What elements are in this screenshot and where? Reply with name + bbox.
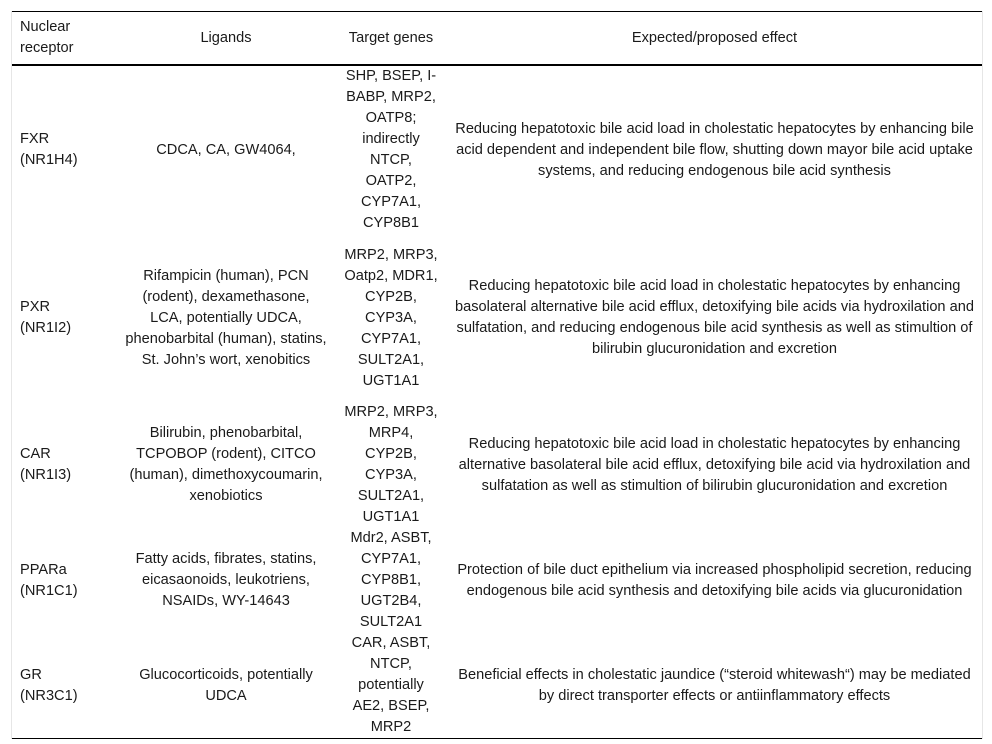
- effect-cell: Reducing hepatotoxic bile acid load in cholestatic hepatocytes by enhancing basolateral alternative bile acid efflux, detoxifying bile acids via hydroxilation and sulfatation, and reducing endogenous bile acid synthesis as well as stimultion of bilirubin glucuronidation and excretion: [455, 278, 974, 357]
- ligands-cell: Glucocorticoids, potentially UDCA: [139, 666, 313, 704]
- receptor-code: (NR1I2): [20, 320, 72, 336]
- target-genes-cell: MRP2, MRP3, MRP4, CYP2B, CYP3A, SULT2A1, UGT1A1: [344, 404, 438, 525]
- target-genes-cell: CAR, ASBT, NTCP, potentially AE2, BSEP, MRP2: [351, 635, 431, 735]
- nuclear-receptor-table: [12, 11, 982, 739]
- header-target-genes: Target genes: [348, 29, 434, 46]
- table-row-fxr: [12, 65, 982, 234]
- header-effect: Expected/proposed effect: [631, 29, 798, 46]
- table-row-car: [12, 402, 982, 528]
- receptor-name: PXR: [20, 299, 51, 315]
- receptor-code: (NR1C1): [20, 582, 78, 599]
- effect-cell: Beneficial effects in cholestatic jaundice (“steroid whitewash“) may be mediated by direct transporter effects or antiinflammatory effects: [458, 666, 971, 704]
- receptor-code: (NR1I3): [20, 467, 72, 483]
- receptor-cell: [12, 633, 117, 739]
- effect-cell: Reducing hepatotoxic bile acid load in cholestatic hepatocytes by enhancing alternative basolateral bile acid efflux, detoxifying bile acid via hydroxilation and sulfatation as well as stimultion of bilirubin glucuronidation and excretion: [458, 435, 971, 494]
- header-ligands: Ligands: [200, 29, 252, 46]
- effect-cell: Reducing hepatotoxic bile acid load in cholestatic hepatocytes by enhancing bile acid dependent and independent bile flow, shutting down mayor bile acid uptake systems, and reducing endogenous bile acid synthesis: [455, 120, 974, 179]
- table-row-gr: [12, 633, 982, 739]
- receptor-cell: [12, 65, 117, 234]
- ligands-cell: Fatty acids, fibrates, statins, eicasaonoids, leukotriens, NSAIDs, WY-14643: [135, 551, 317, 609]
- header-receptor: Nuclear receptor: [20, 19, 74, 56]
- table-row-pxr: [12, 234, 982, 402]
- ligands-cell: Rifampicin (human), PCN (rodent), dexamethasone, LCA, potentially UDCA, phenobarbital (human), statins, St. John’s wort, xenobitics: [125, 267, 327, 368]
- target-genes-cell: MRP2, MRP3, Oatp2, MDR1, CYP2B, CYP3A, CYP7A1, SULT2A1, UGT1A1: [344, 246, 438, 389]
- nuclear-receptor-table-container: [11, 11, 983, 739]
- table-body: [12, 65, 982, 739]
- effect-cell: Protection of bile duct epithelium via increased phospholipid secretion, reducing endogenous bile acid synthesis and detoxifying bile acids via glucuronidation: [457, 561, 972, 599]
- header-row: [12, 12, 982, 66]
- receptor-cell: [12, 528, 117, 633]
- ligands-cell: Bilirubin, phenobarbital, TCPOBOP (rodent), CITCO (human), dimethoxycoumarin, xenobiotics: [129, 425, 323, 504]
- receptor-name: FXR: [20, 131, 50, 147]
- receptor-code: (NR3C1): [20, 687, 78, 704]
- target-genes-cell: Mdr2, ASBT, CYP7A1, CYP8B1, UGT2B4, SULT2A1: [350, 530, 432, 630]
- receptor-cell: [12, 234, 117, 402]
- table-header: [12, 12, 982, 66]
- receptor-name: GR: [20, 666, 42, 683]
- receptor-name: CAR: [20, 446, 51, 462]
- receptor-name: PPARa: [20, 561, 67, 578]
- receptor-cell: [12, 402, 117, 528]
- table-row-ppara: [12, 528, 982, 633]
- ligands-cell: CDCA, CA, GW4064,: [156, 141, 296, 158]
- receptor-code: (NR1H4): [20, 152, 78, 168]
- target-genes-cell: SHP, BSEP, I-BABP, MRP2, OATP8; indirectly NTCP, OATP2, CYP7A1, CYP8B1: [345, 68, 437, 231]
